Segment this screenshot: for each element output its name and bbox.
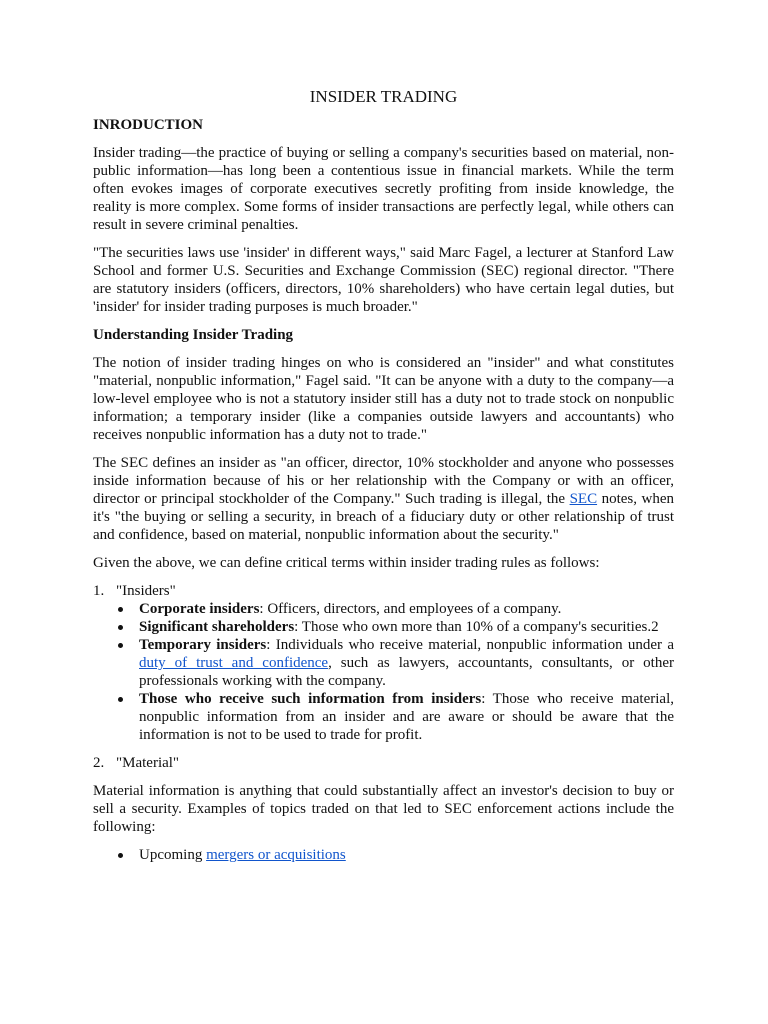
sec-definition-text: The SEC defines an insider as "an officer, director, 10% stockholder and anyone who possesses inside information because of his or her relationship with the Company or with an officer, director or principal stockholder of the Company." Such trading is illegal, the: [93, 455, 674, 507]
paragraph-given-above: Given the above, we can define critical terms within insider trading rules as follows:: [93, 555, 600, 571]
paragraph-fagel-quote: "The securities laws use 'insider' in different ways," said Marc Fagel, a lecturer at Stanford Law School and former U.S. Securities and Exchange Commission (SEC) regional director. "There are statutory insiders (officers, directors, 10% shareholders) who have certain legal duties, but 'insider' for insider trading purposes is much broader.": [93, 245, 674, 315]
list-item: [139, 600, 674, 618]
paragraph-sec-definition: [93, 454, 674, 544]
document-title: INSIDER TRADING: [309, 87, 458, 106]
paragraph-intro: Insider trading—the practice of buying or selling a company's securities based on material, non-public information—has long been a contentious issue in financial markets. While the term often evokes images of corporate executives secretly profiting from inside knowledge, the reality is more complex. Some forms of insider transactions are perfectly legal, while others can result in severe criminal penalties.: [93, 145, 674, 233]
terms-list: [93, 582, 674, 772]
list-label: "Material": [116, 755, 180, 771]
term-text: : Officers, directors, and employees of a company.: [259, 601, 562, 617]
list-item: [139, 636, 674, 690]
mergers-link[interactable]: mergers or acquisitions: [206, 847, 346, 863]
topic-prefix: Upcoming: [139, 847, 207, 863]
list-label: "Insiders": [116, 583, 176, 599]
list-number: 2.: [93, 755, 105, 771]
paragraph-notion: The notion of insider trading hinges on who is considered an "insider" and what constitutes "material, nonpublic information," Fagel said. "It can be anyone with a duty to the company—a low-level employee who is not a statutory insider still has a duty not to trade stock on nonpublic information; a temporary insider (like a companies outside lawyers and accountants) who receives nonpublic information has a duty not to trade.": [93, 355, 674, 443]
list-item-material: [93, 754, 674, 772]
term-label: Significant shareholders: [139, 619, 295, 635]
sec-definition-text-end: notes, when it's "the buying or selling a security, in breach of a fiduciary duty or other relationship of trust and confidence, based on material, nonpublic information about the security.": [93, 491, 674, 543]
intro-heading: INRODUCTION: [93, 117, 204, 133]
paragraph-material-info: Material information is anything that could substantially affect an investor's decision to buy or sell a security. Examples of topics traded on that led to SEC enforcement actions include the following:: [93, 783, 674, 835]
list-item: [139, 690, 674, 744]
term-text: : Individuals who receive material, nonpublic information under a: [266, 637, 675, 653]
term-text-end: , such as lawyers, accountants, consultants, or other professionals working with the company.: [139, 655, 675, 689]
list-number: 1.: [93, 583, 105, 599]
insiders-sublist: [93, 600, 674, 744]
list-item: [139, 618, 674, 636]
list-item: [139, 846, 674, 864]
term-label: Those who receive such information from insiders: [139, 691, 482, 707]
list-item-insiders: [93, 582, 674, 744]
topics-list: [93, 846, 674, 864]
term-label: Corporate insiders: [139, 601, 260, 617]
sec-link[interactable]: SEC: [569, 491, 598, 507]
understanding-heading: Understanding Insider Trading: [93, 327, 294, 343]
document-body: [93, 86, 674, 874]
term-label: Temporary insiders: [139, 637, 267, 653]
duty-of-trust-link[interactable]: duty of trust and confidence: [139, 655, 329, 671]
term-text: : Those who receive material, nonpublic information from an insider and are aware or should be aware that the information is not to be used to trade for profit.: [139, 691, 674, 743]
term-text: : Those who own more than 10% of a company's securities.2: [294, 619, 659, 635]
